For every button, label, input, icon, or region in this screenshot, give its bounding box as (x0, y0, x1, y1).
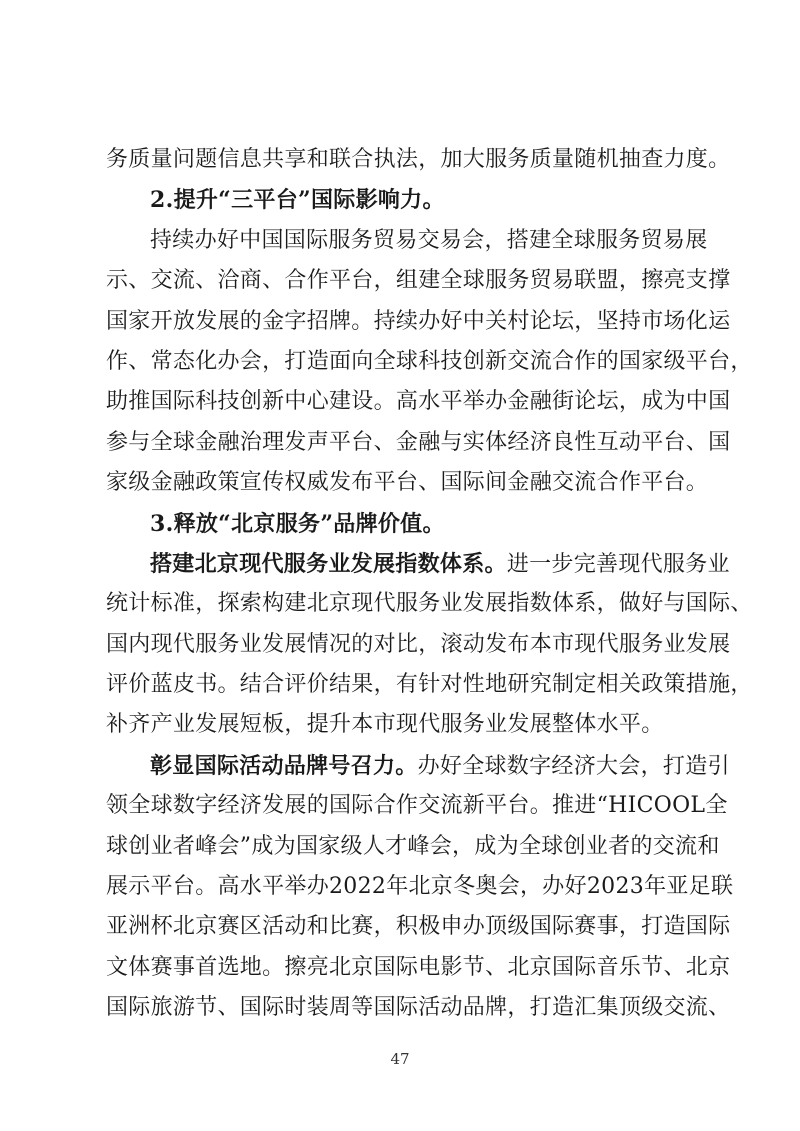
paragraph-4-line-3: 球创业者峰会”成为国家级人才峰会，成为全球创业者的交流和 (106, 833, 720, 859)
paragraph-3-line-3: 国内现代服务业发展情况的对比，滚动发布本市现代服务业发展 (106, 631, 731, 657)
document-body (106, 140, 753, 1029)
paragraph-2-line-6: 参与全球金融治理发声平台、金融与实体经济良性互动平台、国 (106, 429, 731, 455)
paragraph-4-line-1-text: 办好全球数字经济大会，打造引 (417, 753, 730, 779)
paragraph-2-line-2: 示、交流、洽商、合作平台，组建全球服务贸易联盟，擦亮支撑 (106, 268, 731, 294)
paragraph-1-line-1: 务质量问题信息共享和联合执法，加大服务质量随机抽查力度。 (106, 147, 731, 172)
paragraph-4-line-7: 国际旅游节、国际时装周等国际活动品牌，打造汇集顶级交流、 (106, 995, 731, 1021)
paragraph-3-line-1 (106, 544, 730, 584)
paragraph-3-line-5: 补齐产业发展短板，提升本市现代服务业发展整体水平。 (106, 712, 664, 738)
section-heading-3: 3.释放“北京服务”品牌价值。 (150, 510, 445, 537)
paragraph-2-line-7: 家级金融政策宣传权威发布平台、国际间金融交流合作平台。 (106, 470, 709, 496)
paragraph-4-line-4: 展示平台。高水平举办2022年北京冬奥会，办好2023年亚足联 (106, 874, 734, 900)
paragraph-2-line-3: 国家开放发展的金字招牌。持续办好中关村论坛，坚持市场化运 (106, 308, 731, 334)
section-heading-2: 2.提升“三平台”国际影响力。 (150, 187, 445, 214)
paragraph-4-line-5: 亚洲杯北京赛区活动和比赛，积极申办顶级国际赛事，打造国际 (106, 914, 731, 940)
paragraph-2-line-1: 持续办好中国国际服务贸易交易会，搭建全球服务贸易展 (150, 227, 708, 253)
paragraph-2-line-4: 作、常态化办会，打造面向全球科技创新交流合作的国家级平台， (106, 348, 753, 374)
page-number: 47 (390, 1050, 410, 1068)
paragraph-3-line-2: 统计标准，探索构建北京现代服务业发展指数体系，做好与国际、 (106, 591, 753, 617)
paragraph-4-line-1 (106, 746, 730, 786)
paragraph-3-lead: 搭建北京现代服务业发展指数体系。 (150, 550, 507, 577)
paragraph-3-line-1-text: 进一步完善现代服务业 (506, 551, 730, 577)
paragraph-4-lead: 彰显国际活动品牌号召力。 (150, 752, 418, 779)
paragraph-3-line-4: 评价蓝皮书。结合评价结果，有针对性地研究制定相关政策措施， (106, 672, 753, 698)
paragraph-4-line-2: 领全球数字经济发展的国际合作交流新平台。推进“HICOOL全 (106, 793, 728, 819)
paragraph-4-line-6: 文体赛事首选地。擦亮北京国际电影节、北京国际音乐节、北京 (106, 954, 731, 980)
paragraph-2-line-5: 助推国际科技创新中心建设。高水平举办金融街论坛，成为中国 (106, 389, 731, 415)
